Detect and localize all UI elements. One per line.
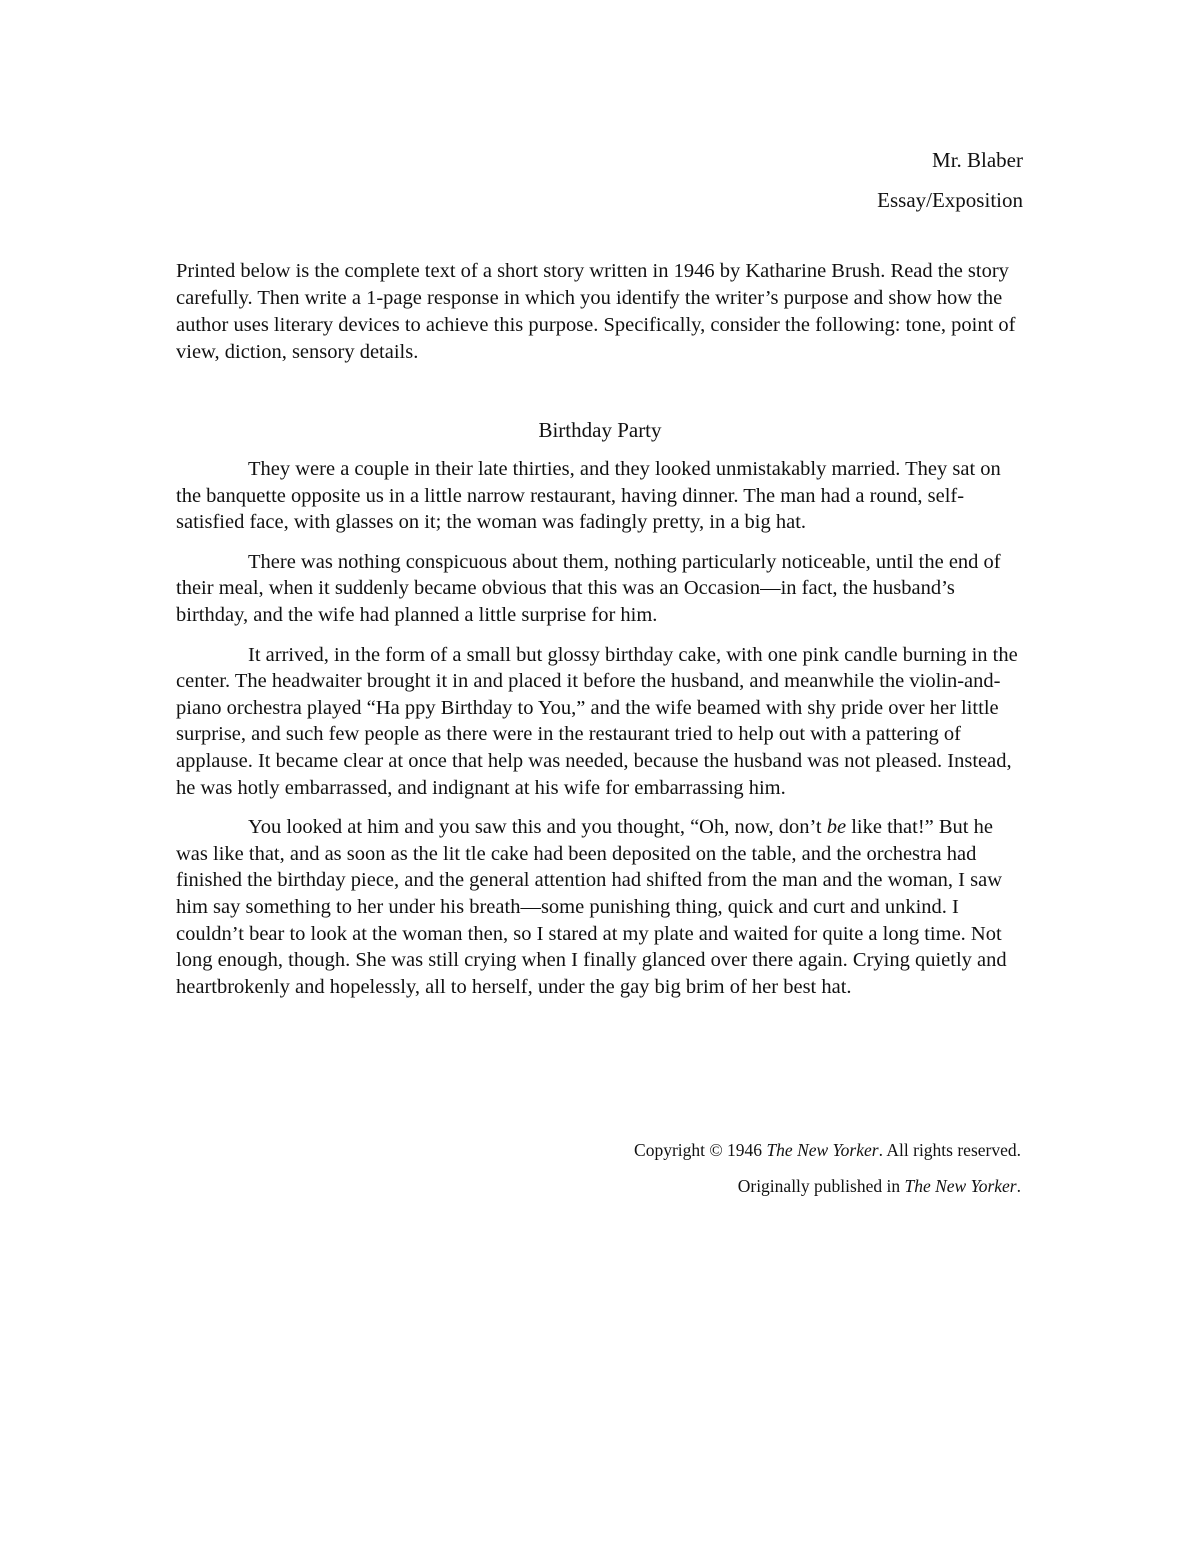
- publication-suffix: .: [1016, 1176, 1021, 1196]
- p4-italic-word: be: [826, 816, 847, 839]
- copyright-line: [634, 1132, 1021, 1168]
- copyright-block: [634, 1132, 1021, 1204]
- publication-prefix: Originally published in: [737, 1176, 905, 1196]
- p4-text-after: like that!” But he was like that, and as soon as the lit tle cake had been deposited on the table, and the orchestra had finished the birthday piece, and the general attention had shifted from the man and the woman, I saw him say something to her under his breath—some punishing thing, quick and curt and unkind. I couldn’t bear to look at the woman then, so I stared at my plate and waited for quite a long time. Not long enough, though. She was still crying when I finally glanced over there again. Crying quietly and heartbrokenly and hopelessly, all to herself, under the gay big brim of her best hat.: [176, 816, 1007, 998]
- publication-name: The New Yorker: [904, 1176, 1017, 1196]
- teacher-name: Mr. Blaber: [932, 148, 1023, 172]
- p4-text-before: You looked at him and you saw this and you thought, “Oh, now, don’t: [248, 816, 827, 839]
- story-paragraph-1: They were a couple in their late thirties, and they looked unmistakably married. They sat on the banquette opposite us in a little narrow restaurant, having dinner. The man had a round, self-satisfied face, with glasses on it; the woman was fadingly pretty, in a big hat.: [176, 458, 1001, 534]
- course-name: Essay/Exposition: [877, 188, 1023, 212]
- story-paragraph-2: There was nothing conspicuous about them, nothing particularly noticeable, until the end of their meal, when it suddenly became obvious that this was an Occasion—in fact, the husband’s birthday, and the wife had planned a little surprise for him.: [176, 550, 1001, 626]
- story-title: Birthday Party: [538, 418, 662, 442]
- story-body: [176, 456, 1028, 1013]
- copyright-publication: The New Yorker: [766, 1140, 879, 1160]
- story-paragraph-3: It arrived, in the form of a small but glossy birthday cake, with one pink candle burning in the center. The headwaiter brought it in and placed it before the husband, and meanwhile the violin-and-piano orchestra played “Ha ppy Birthday to You,” and the wife beamed with shy pride over her little surprise, and such few people as there were in the restaurant tried to help out with a pattering of applause. It became clear at once that help was needed, because the husband was not pleased. Instead, he was hotly embarrassed, and indignant at his wife for embarrassing him.: [176, 643, 1018, 799]
- story-paragraph-4: [176, 814, 1028, 1000]
- publication-line: [634, 1168, 1021, 1204]
- copyright-prefix: Copyright © 1946: [634, 1140, 767, 1160]
- copyright-suffix: . All rights reserved.: [878, 1140, 1021, 1160]
- assignment-prompt: Printed below is the complete text of a short story written in 1946 by Katharine Brush. Read the story carefully. Then write a 1-page response in which you identify the writer’s purpose and show how the author uses literary devices to achieve this purpose. Specifically, consider the following: tone, point of view, diction, sensory details.: [176, 260, 1016, 363]
- header-block: [877, 140, 1023, 220]
